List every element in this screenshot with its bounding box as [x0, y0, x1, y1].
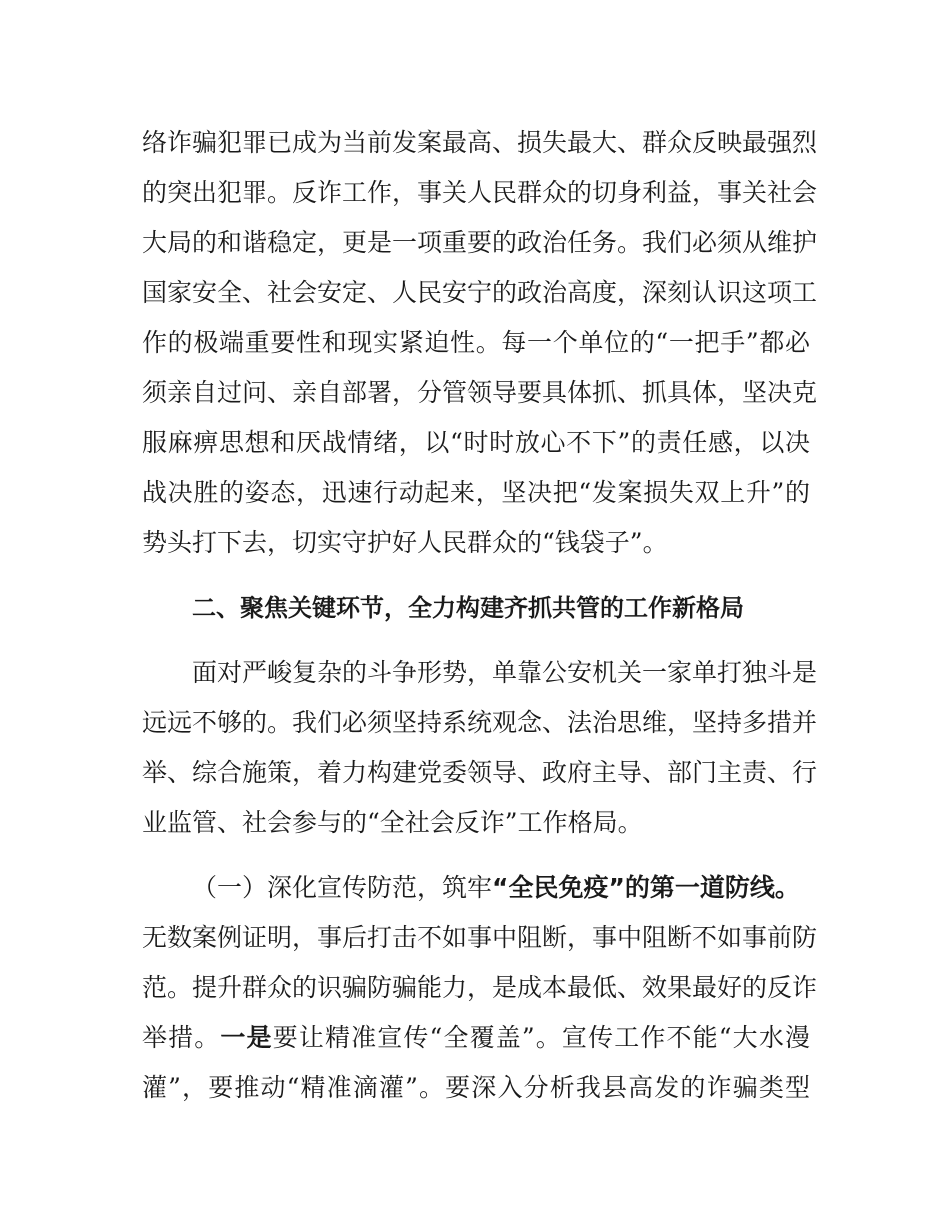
paragraph-2-line-3: 举、综合施策，着力构建党委领导、政府主导、部门主责、行 — [142, 758, 818, 787]
paragraph-3-line-3 — [142, 1016, 810, 1060]
paragraph-3-emphasis: 一是 — [220, 1023, 273, 1052]
paragraph-1-line-4: 国家安全、社会安定、人民安宁的政治高度，深刻认识这项工 — [142, 278, 818, 307]
section-heading: 二、聚焦关键环节，全力构建齐抓共管的工作新格局 — [192, 594, 744, 622]
subheading-1-prefix: （一）深化宣传防范，筑牢 — [192, 873, 493, 902]
paragraph-3-line-1: 无数案例证明，事后打击不如事中阻断，事中阻断不如事前防 — [142, 923, 818, 952]
paragraph-3-line-2: 范。提升群众的识骗防骗能力，是成本最低、效果最好的反诈 — [142, 973, 818, 1002]
paragraph-1-line-1: 络诈骗犯罪已成为当前发案最高、损失最大、群众反映最强烈 — [142, 128, 818, 157]
paragraph-3-line-4: 灌”，要推动“精准滴灌”。要深入分析我县高发的诈骗类型 — [142, 1073, 810, 1102]
paragraph-1-line-9: 势头打下去，切实守护好人民群众的“钱袋子”。 — [142, 528, 668, 557]
paragraph-2-line-1: 面对严峻复杂的斗争形势，单靠公安机关一家单打独斗是 — [192, 658, 818, 687]
paragraph-1-line-7: 服麻痹思想和厌战情绪，以“时时放心不下”的责任感，以决 — [142, 428, 810, 457]
paragraph-3-line-3-rest: 要让精准宣传“全覆盖”。宣传工作不能“大水漫 — [272, 1023, 810, 1052]
paragraph-1-line-8: 战决胜的姿态，迅速行动起来，坚决把“发案损失双上升”的 — [142, 478, 810, 507]
paragraph-1-line-5: 作的极端重要性和现实紧迫性。每一个单位的“一把手”都必 — [142, 328, 810, 357]
subheading-1-bold: “全民免疫”的第一道防线。 — [492, 873, 800, 902]
paragraph-1-line-6: 须亲自过问、亲自部署，分管领导要具体抓、抓具体，坚决克 — [142, 378, 818, 407]
paragraph-3-line-3-lead: 举措。 — [142, 1023, 221, 1052]
paragraph-1-line-3: 大局的和谐稳定，更是一项重要的政治任务。我们必须从维护 — [142, 228, 818, 257]
paragraph-2-line-4: 业监管、社会参与的“全社会反诈”工作格局。 — [142, 808, 643, 837]
paragraph-1-line-2: 的突出犯罪。反诈工作，事关人民群众的切身利益，事关社会 — [142, 178, 818, 207]
paragraph-2-line-2: 远远不够的。我们必须坚持系统观念、法治思维，坚持多措并 — [142, 708, 818, 737]
subheading-1 — [192, 866, 812, 910]
